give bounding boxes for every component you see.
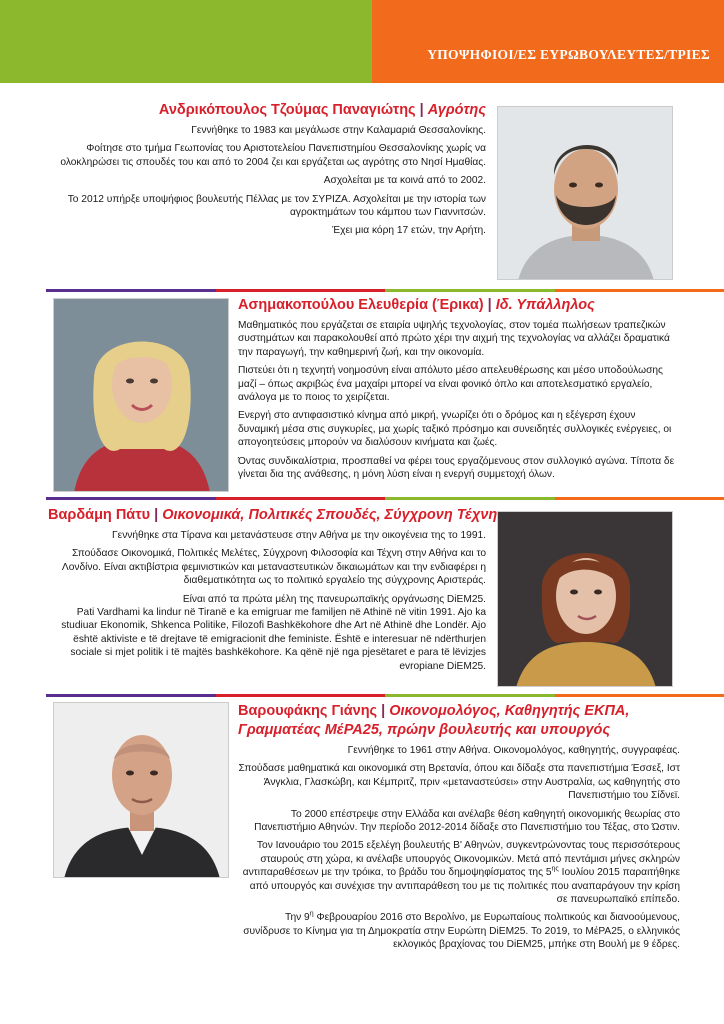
candidate-3-para-4: Pati Vardhami ka lindur në Tiranë e ka emigruar me familjen në Athinë në vitin 1991. Ajo ka studiuar Ekonomik, Shkenca Politike, Filozofi Bashkëkohore dhe Art në Athinë dhe Londër. Ajo është aktiviste e të drejtave të emigracionit dhe feministe. Është e interesuar në ndërthurjen sociale si mjet politik i të majtës bashkëkohore. Ka qënë një nga pjesëtaret e para të lëvizjes evropiane DiEM25. [61,607,486,672]
candidate-4-photo [53,702,229,878]
section-divider [46,289,724,292]
candidate-2-photo [53,298,229,492]
page-title: ΥΠΟΨΗΦΙΟΙ/ΕΣ ΕΥΡΩΒΟΥΛΕΥΤΕΣ/ΤΡΙΕΣ [427,47,710,62]
candidate-4-para-5-text: Φεβρουαρίου 2016 στο Βερολίνο, με Ευρωπαίους πολιτικούς και διανοούμενους, συνίδρυσε το Κίνημα για τη Δημοκρατία στην Ευρώπη DiEM25. Το 2019, το ΜέΡΑ25, ο ελληνικός εκλογικός βραχίονας του DiEM25, μπήκε στη Βουλή με 9 έδρες. [243,912,680,951]
candidate-4-para-2: Σπούδασε μαθηματικά και οικονομικά στη Βρετανία, όπου και δίδαξε στα πανεπιστήμια Έσσεξ, Ιστ Άνγκλια, Γλασκώβη, και Κέμπριτζ, πριν «μεταναστεύσει» στην Αυστραλία, ως καθηγητής στο Πανεπιστήμιο του Σίδνεϊ. [238,763,680,802]
candidate-4-name: Βαρουφάκης Γιάνης [238,703,378,719]
top-banner [0,0,724,83]
candidate-4-para-3: Το 2000 επέστρεψε στην Ελλάδα και ανέλαβε θέση καθηγητή οικονομικής θεωρίας στο Πανεπιστήμιο Αθηνών. Την περίοδο 2012-2014 δίδαξε στο Πανεπιστήμιο του Τέξας, στο Ώστιν. [254,808,680,834]
candidate-1-para-1: Γεννήθηκε το 1983 και μεγάλωσε στην Καλαμαριά Θεσσαλονίκης. [191,125,486,136]
candidate-1-para-4: Το 2012 υπήρξε υποψήφιος βουλευτής Πέλλας με τον ΣΥΡΙΖΑ. Ασχολείται με την ιστορία των αγροκτημάτων του κάμπου των Γιαννιτσών. [67,193,486,219]
name-separator: | [487,297,492,313]
woman-portrait-icon [54,299,229,492]
candidate-4-para-4 [238,839,680,906]
candidate-4-para-5-start: Την 9 [284,912,310,924]
candidate-3-para-2: Σπούδασε Οικονομικά, Πολιτικές Μελέτες, Σύγχρονη Φιλοσοφία και Τέχνη στην Αθήνα και το Λονδίνο. Είναι ακτιβίστρια φεμινιστικών και μεταναστευτικών δικαιωμάτων και την ενδιαφέρει η διαθεματικότητα ως το πολιτικό εργαλείο της σύγχρονης Αριστεράς. [61,548,486,587]
candidate-2-occupation: Ιδ. Υπάλληλος [495,297,595,313]
candidate-4-occupation: Οικονομολόγος, Καθηγητής ΕΚΠΑ, [389,703,630,719]
candidate-3-occupation: Οικονομικά, Πολιτικές Σπουδές, Σύγχρονη Τέχνη [162,507,498,523]
candidate-1-para-5: Έχει μια κόρη 17 ετών, την Αρήτη. [332,225,486,237]
banner-green-block [0,0,372,83]
candidate-1-name: Ανδρικόπουλος Τζούμας Παναγιώτης [158,102,416,118]
section-divider [46,497,724,500]
candidate-3-bio [48,506,498,678]
candidate-1-para-3: Ασχολείται με τα κοινά από το 2002. [323,175,486,187]
candidate-2-para-4: Όντας συνδικαλίστρια, προσπαθεί να φέρει τους εργαζόμενους στον συλλογικό αγώνα. Τίποτα δε γίνεται δια της ανάθεσης, η μόνη λύση είναι η ενεργή συμμετοχή όλων. [238,455,675,481]
name-separator: | [381,703,386,719]
name-separator: | [419,102,424,118]
candidate-3-heading [48,506,498,524]
candidate-4-para-4-cont: Ιουλίου 2015 παραιτήθηκε από υπουργός και συνέχισε την αντιπαράθεση του με τις πολιτικές που αναπαράγουν την κρίση σε πανευρωπαϊκό επίπεδο. [249,867,680,906]
candidate-3-para-3: Είναι από τα πρώτα μέλη της πανευρωπαϊκής οργάνωσης DiEM25. [182,593,486,605]
candidate-2-bio [238,296,678,486]
candidate-3-para-1: Γεννήθηκε στα Τίρανα και μετανάστευσε στην Αθήνα με την οικογένεια της το 1991. [112,530,486,541]
candidate-4-para-1: Γεννήθηκε το 1961 στην Αθήνα. Οικονομολόγος, καθηγητής, συγγραφέας. [347,745,680,756]
candidate-1-photo [497,106,673,280]
candidate-1-occupation: Αγρότης [427,102,486,118]
man-portrait-icon [498,107,673,280]
candidate-3-photo [497,511,673,687]
candidate-4-heading [238,702,680,720]
name-separator: | [154,507,159,523]
candidate-4-bio [238,702,680,957]
candidate-2-para-2: Πιστεύει ότι η τεχνητή νοημοσύνη είναι απόλυτο μέσο απελευθέρωσης και μέσο υποδούλωσης μαζί – όπως ακριβώς ένα μαχαίρι μπορεί να είναι φονικό όπλο και αποτελεσματικό εργαλείο, ανάλογα με το ποιος το χειρίζεται. [238,365,663,404]
candidate-2-para-1: Μαθηματικός που εργάζεται σε εταιρία υψηλής τεχνολογίας, στον τομέα πωλήσεων τραπεζικών συστημάτων και παρακολουθεί από πρώτο χέρι την αιχμή της τεχνολογίας να αλλάζει δραματικά την παραγωγή, την καθημερινή ζωή, και την οικονομία. [238,320,670,358]
candidate-2-heading [238,296,678,314]
candidate-1-bio [60,101,486,243]
woman-portrait-icon [498,512,673,687]
ordinal-suffix: ης [551,865,559,873]
candidate-4-para-4-text: Τον Ιανουάριο του 2015 εξελέγη βουλευτής Β' Αθηνών, συγκεντρώνοντας τους περισσότερους σταυρούς στη χώρα, κι ανέλαβε υπουργός Οικονομικών. Μετά από πεντάμισι μήνες σκληρών αντιπαραθέσεων με την τρόικα, το βράδυ του δημοψηφίσματος της 5 [242,840,680,879]
candidate-4-occupation-line2: Γραμματέας ΜέΡΑ25, πρώην βουλευτής και υπουργός [238,722,611,738]
candidate-2-name: Ασημακοπούλου Ελευθερία (Έρικα) [238,297,484,313]
section-divider [46,694,724,697]
candidate-1-heading [60,101,486,119]
ordinal-suffix: η [309,911,314,919]
candidate-3-name: Βαρδάμη Πάτυ [48,507,151,523]
candidate-4-para-5 [238,911,680,951]
candidate-2-para-3: Ενεργή στο αντιφασιστικό κίνημα από μικρή, γνωρίζει ότι ο δρόμος και η εξέγερση έχουν δυναμική μέσα στις συγκυρίες, μα χωρίς ταξικό πρόσημο και συνειδητές συλλογικές ενέργειες, οι απογοητεύσεις μπορούν να διαλύσουν κινήματα και ζωές. [238,410,672,449]
man-portrait-icon [54,703,229,878]
candidate-1-para-2: Φοίτησε στο τμήμα Γεωπονίας του Αριστοτελείου Πανεπιστημίου Θεσσαλονίκης χωρίς να ολοκληρώσει τις σπουδές του και από το 2004 ζει και εργάζεται ως αγρότης στο Νησί Ημαθίας. [60,143,486,168]
banner-orange-block [372,0,724,83]
